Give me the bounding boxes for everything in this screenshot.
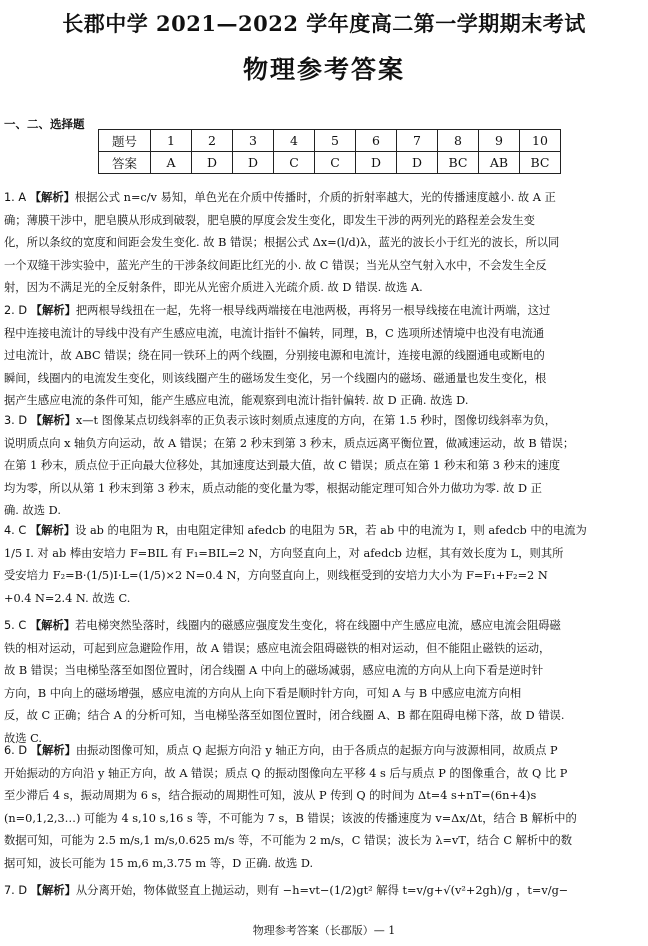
solution-line: 从分离开始，物体做竖直上抛运动，则有 −h=vt−(1/2)gt² 解得 t=v/g+√(v²+2gh)/g ，t=v/g− (75, 884, 569, 897)
solution-line: 设 ab 的电阻为 R，由电阻定律知 afedcb 的电阻为 5R，若 ab 中的电流为 I，则 afedcb 中的电流为 (75, 524, 587, 537)
solution-line: 确；薄膜干涉中，肥皂膜从形成到破裂，肥皂膜的厚度会发生变化，即发生干涉的两列光的路程差会发生变 (4, 213, 535, 227)
solution-line: 数据可知，可能为 2.5 m/s,1 m/s,0.625 m/s 等，不可能为 2 m/s，C 错误；波长为 λ=vT，结合 C 解析中的数 (4, 834, 573, 847)
table-cell: D (356, 152, 397, 174)
solution-number: 6. D (4, 744, 28, 757)
solution-number: 3. D (4, 414, 28, 427)
table-row-numbers (99, 130, 561, 152)
solution-line: 在第 1 秒末，质点位于正向最大位移处，其加速度达到最大值，故 C 错误；质点在第 1 秒末和第 3 秒末的速度 (4, 459, 561, 472)
table-cell: D (192, 152, 233, 174)
solution-4 (4, 520, 640, 610)
table-cell: C (315, 152, 356, 174)
table-cell: BC (520, 152, 561, 174)
solution-number: 4. C (4, 524, 27, 537)
solution-1 (4, 187, 640, 300)
solution-line: 据可知，波长可能为 15 m,6 m,3.75 m 等，D 正确. 故选 D. (4, 856, 314, 870)
solution-7 (4, 880, 640, 903)
page-title: 物理参考答案 (242, 55, 405, 84)
table-cell: 10 (520, 130, 561, 152)
solution-line: 铁的相对运动，可起到应急避险作用，故 A 错误；感应电流会阻碍磁铁的相对运动，但不能阻止磁铁的运动， (4, 641, 551, 655)
table-cell: D (233, 152, 274, 174)
page-footer: 物理参考答案（长郡版）— 1 (252, 924, 396, 937)
table-cell: AB (479, 152, 520, 174)
solution-line: 由振动图像可知，质点 Q 起振方向沿 y 轴正方向，由于各质点的起振方向与波源相同，故质点 P (75, 744, 558, 757)
solution-number: 1. A (4, 191, 27, 204)
solution-2 (4, 300, 640, 413)
analysis-tag: 【解析】 (30, 304, 76, 317)
solution-line: 反，故 C 正确；结合 A 的分析可知，当电梯坠落至如图位置时，闭合线圈 A、B 都在阻碍电梯下落，故 D 错误. (4, 709, 565, 722)
solution-line: 说明质点向 x 轴负方向运动，故 A 错误；在第 2 秒末到第 3 秒末，质点远离平衡位置，做减速运动，故 B 错误； (4, 436, 575, 450)
table-cell: 6 (356, 130, 397, 152)
solution-line: 至少滞后 4 s，振动周期为 6 s，结合振动的周期性可知，波从 P 传到 Q 的时间为 Δt=4 s+nT=(6n+4)s (4, 789, 537, 802)
solution-line: 均为零，所以从第 1 秒末到第 3 秒末，质点动能的变化量为零，根据动能定理可知合外力做功为零. 故 D 正 (4, 481, 542, 495)
solution-line: 一个双缝干涉实验中，蓝光产生的干涉条纹间距比红光的小. 故 C 错误；当光从空气射入水中，不会发生全反 (4, 258, 547, 272)
analysis-tag: 【解析】 (30, 414, 76, 427)
solution-line: (n=0,1,2,3…) 可能为 4 s,10 s,16 s 等，不可能为 7 s，B 错误；该波的传播速度为 v=Δx/Δt，结合 B 解析中的 (4, 811, 577, 825)
solution-line: 故选 C. (4, 731, 43, 745)
exam-title: 长郡中学 2021—2022 学年度高二第一学期期末考试 (62, 11, 586, 36)
table-cell: C (274, 152, 315, 174)
table-cell: 9 (479, 130, 520, 152)
table-cell: BC (438, 152, 479, 174)
answer-table (98, 129, 561, 174)
table-cell: D (397, 152, 438, 174)
solution-number: 7. D (4, 884, 28, 897)
table-cell: 2 (192, 130, 233, 152)
solution-line: x—t 图像某点切线斜率的正负表示该时刻质点速度的方向，在第 1.5 秒时，图像切线斜率为负， (75, 414, 557, 427)
solution-number: 5. C (4, 619, 27, 632)
solution-3 (4, 410, 640, 523)
solution-line: 若电梯突然坠落时，线圈内的磁感应强度发生变化，将在线圈中产生感应电流，感应电流会阻碍磁 (75, 619, 561, 632)
section-heading: 一、二、选择题 (4, 117, 85, 131)
solution-line: 瞬间，线圈内的电流发生变化，则该线圈产生的磁场发生变化，另一个线圈内的磁场、磁通量也发生变化，根 (4, 371, 547, 385)
table-cell: 7 (397, 130, 438, 152)
analysis-tag: 【解析】 (29, 524, 76, 537)
solution-line: 射，因为不满足光的全反射条件，即光从光密介质进入光疏介质. 故 D 错误. 故选 A. (4, 281, 423, 294)
solution-line: 据产生感应电流的条件可知，能产生感应电流，能观察到电流计指针偏转. 故 D 正确. 故选 D. (4, 394, 469, 407)
solution-line: 开始振动的方向沿 y 轴正方向，故 A 错误；质点 Q 的振动图像向左平移 4 s 后与质点 P 的图像重合，故 Q 比 P (4, 766, 568, 780)
table-cell: 4 (274, 130, 315, 152)
solution-line: 受安培力 F₂=B·(1/5)I·L=(1/5)×2 N=0.4 N，方向竖直向上，则线框受到的安培力大小为 F=F₁+F₂=2 N (4, 569, 548, 582)
solution-line: 1/5 I. 对 ab 棒由安培力 F=BIL 有 F₁=BIL=2 N，方向竖直向上，对 afedcb 边框，其有效长度为 L，则其所 (4, 546, 564, 560)
table-cell: 3 (233, 130, 274, 152)
solution-line: 根据公式 n=c/v 易知，单色光在介质中传播时，介质的折射率越大，光的传播速度越小. 故 A 正 (74, 191, 556, 204)
solution-number: 2. D (4, 304, 28, 317)
solution-line: 过电流计，故 ABC 错误；绕在同一铁环上的两个线圈，分别接电源和电流计，连接电源的线圈通电或断电的 (4, 349, 545, 362)
solution-line: 程中连接电流计的导线中没有产生感应电流，电流计指针不偏转，同理，B，C 选项所述情境中也没有电流通 (4, 326, 545, 340)
table-cell: 8 (438, 130, 479, 152)
table-cell: 1 (151, 130, 192, 152)
analysis-tag: 【解析】 (30, 744, 76, 757)
solution-line: 故 B 错误；当电梯坠落至如图位置时，闭合线圈 A 中向上的磁场减弱，感应电流的方向从上向下看是逆时针 (4, 664, 544, 677)
analysis-tag: 【解析】 (29, 191, 75, 204)
solution-line: 方向，B 中向上的磁场增强，感应电流的方向从上向下看是顺时针方向，可知 A 与 B 中感应电流方向相 (4, 686, 522, 700)
row-label: 题号 (99, 130, 151, 152)
solution-line: 化，所以条纹的宽度和间距会发生变化. 故 B 错误；根据公式 Δx=(l/d)λ，蓝光的波长小于红光的波长，所以同 (4, 236, 560, 249)
table-cell: 5 (315, 130, 356, 152)
solution-6 (4, 740, 640, 875)
table-row-answers (99, 152, 561, 174)
solution-5 (4, 615, 640, 750)
analysis-tag: 【解析】 (29, 619, 76, 632)
row-label: 答案 (99, 152, 151, 174)
analysis-tag: 【解析】 (30, 884, 76, 897)
solution-line: 确. 故选 D. (4, 504, 61, 517)
table-cell: A (151, 152, 192, 174)
solution-line: 把两根导线扭在一起，先将一根导线两端接在电池两极，再将另一根导线接在电流计两端，这过 (75, 304, 551, 317)
solution-line: +0.4 N=2.4 N. 故选 C. (4, 591, 131, 605)
